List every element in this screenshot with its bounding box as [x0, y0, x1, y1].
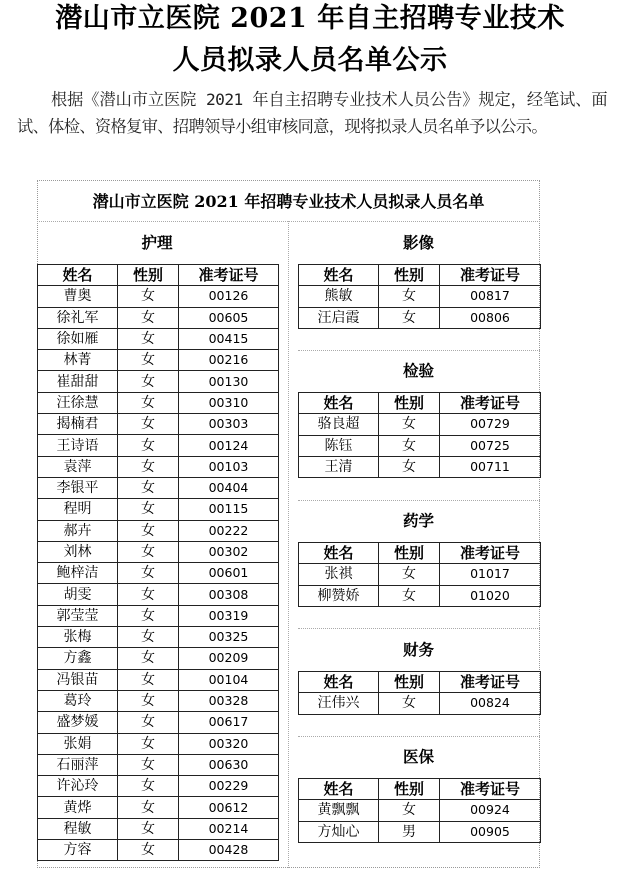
- table-header-row: [299, 265, 541, 286]
- header-id: 准考证号: [440, 779, 541, 800]
- header-id: 准考证号: [440, 393, 541, 414]
- cell-name: 刘林: [38, 541, 118, 562]
- cell-gender: 女: [118, 584, 179, 605]
- cell-gender: 女: [379, 286, 440, 307]
- cell-name: 袁萍: [38, 456, 118, 477]
- header-gender: 性别: [379, 393, 440, 414]
- cell-exam-id: 00601: [179, 563, 279, 584]
- cell-gender: 女: [118, 541, 179, 562]
- cell-name: 程敏: [38, 818, 118, 839]
- cell-gender: 女: [118, 392, 179, 413]
- header-id: 准考证号: [440, 543, 541, 564]
- cell-exam-id: 00302: [179, 541, 279, 562]
- table-row: [38, 563, 279, 584]
- cell-exam-id: 00310: [179, 392, 279, 413]
- cell-name: 曹奥: [38, 286, 118, 307]
- header-gender: 性别: [118, 265, 179, 286]
- cell-name: 方容: [38, 840, 118, 861]
- cell-gender: 女: [118, 477, 179, 498]
- column-divider: [288, 221, 289, 868]
- table-row: [299, 585, 541, 606]
- cell-name: 李银平: [38, 477, 118, 498]
- table-row: [299, 456, 541, 477]
- table-row: [38, 776, 279, 797]
- cell-exam-id: 00209: [179, 648, 279, 669]
- cell-name: 张祺: [299, 564, 379, 585]
- cell-exam-id: 00711: [440, 456, 541, 477]
- table-row: [38, 307, 279, 328]
- divider: [298, 350, 540, 351]
- table-header-row: [299, 779, 541, 800]
- page-title-line-1: 潜山市立医院 2021 年自主招聘专业技术: [55, 3, 565, 34]
- cell-gender: 男: [379, 821, 440, 842]
- cell-name: 郭莹莹: [38, 605, 118, 626]
- cell-exam-id: 00216: [179, 350, 279, 371]
- cell-gender: 女: [118, 754, 179, 775]
- cell-exam-id: 00605: [179, 307, 279, 328]
- cell-gender: 女: [118, 328, 179, 349]
- cell-exam-id: 00328: [179, 690, 279, 711]
- cell-exam-id: 00806: [440, 307, 541, 328]
- section-title-nursing: 护理: [141, 233, 173, 252]
- table-row: [38, 669, 279, 690]
- cell-exam-id: 00404: [179, 477, 279, 498]
- section-title-insurance: 医保: [402, 747, 434, 766]
- table-row: [38, 392, 279, 413]
- cell-name: 方灿心: [299, 821, 379, 842]
- header-name: 姓名: [299, 393, 379, 414]
- cell-exam-id: 00222: [179, 520, 279, 541]
- cell-name: 柳赞娇: [299, 585, 379, 606]
- section-title-imaging: 影像: [402, 233, 434, 252]
- cell-exam-id: 00325: [179, 627, 279, 648]
- cell-gender: 女: [118, 286, 179, 307]
- cell-name: 林菁: [38, 350, 118, 371]
- cell-name: 骆良超: [299, 414, 379, 435]
- cell-name: 王诗语: [38, 435, 118, 456]
- table-row: [38, 818, 279, 839]
- header-id: 准考证号: [440, 672, 541, 693]
- table-row: [38, 797, 279, 818]
- cell-name: 徐礼军: [38, 307, 118, 328]
- table-row: [38, 648, 279, 669]
- table-row: [38, 456, 279, 477]
- header-gender: 性别: [379, 543, 440, 564]
- cell-name: 汪启霞: [299, 307, 379, 328]
- cell-gender: 女: [118, 563, 179, 584]
- table-imaging: [298, 264, 541, 329]
- cell-name: 盛梦媛: [38, 712, 118, 733]
- cell-exam-id: 00103: [179, 456, 279, 477]
- cell-name: 黄飘飘: [299, 800, 379, 821]
- table-row: [38, 840, 279, 861]
- cell-exam-id: 00104: [179, 669, 279, 690]
- cell-name: 张梅: [38, 627, 118, 648]
- cell-name: 崔甜甜: [38, 371, 118, 392]
- cell-exam-id: 01017: [440, 564, 541, 585]
- cell-gender: 女: [118, 307, 179, 328]
- table-pharmacy: [298, 542, 541, 607]
- divider: [298, 500, 540, 501]
- cell-gender: 女: [118, 797, 179, 818]
- list-title: 潜山市立医院 2021 年招聘专业技术人员拟录人员名单: [92, 192, 485, 211]
- cell-gender: 女: [118, 840, 179, 861]
- cell-gender: 女: [118, 776, 179, 797]
- table-row: [38, 520, 279, 541]
- table-row: [38, 754, 279, 775]
- page-title-line-2: 人员拟录人员名单公示: [172, 45, 448, 76]
- cell-exam-id: 00126: [179, 286, 279, 307]
- table-row: [38, 627, 279, 648]
- table-finance: [298, 671, 541, 715]
- cell-name: 张娟: [38, 733, 118, 754]
- header-name: 姓名: [38, 265, 118, 286]
- cell-exam-id: 00308: [179, 584, 279, 605]
- cell-gender: 女: [118, 371, 179, 392]
- cell-exam-id: 00124: [179, 435, 279, 456]
- header-name: 姓名: [299, 779, 379, 800]
- cell-name: 熊敏: [299, 286, 379, 307]
- cell-exam-id: 00320: [179, 733, 279, 754]
- cell-exam-id: 00725: [440, 435, 541, 456]
- table-row: [38, 605, 279, 626]
- cell-exam-id: 00115: [179, 499, 279, 520]
- cell-gender: 女: [379, 307, 440, 328]
- table-row: [299, 307, 541, 328]
- cell-gender: 女: [379, 435, 440, 456]
- cell-name: 程明: [38, 499, 118, 520]
- table-row: [38, 350, 279, 371]
- cell-gender: 女: [118, 712, 179, 733]
- intro-paragraph: 根据《潜山市立医院 2021 年自主招聘专业技术人员公告》规定，经笔试、面试、体检、资格复审、招聘领导小组审核同意，现将拟录人员名单予以公示。: [17, 90, 607, 136]
- table-insurance: [298, 778, 541, 843]
- cell-gender: 女: [118, 350, 179, 371]
- cell-gender: 女: [379, 456, 440, 477]
- divider: [298, 736, 540, 737]
- table-nursing: [37, 264, 279, 861]
- table-row: [299, 414, 541, 435]
- cell-name: 王清: [299, 456, 379, 477]
- section-title-finance: 财务: [402, 640, 434, 659]
- table-row: [38, 690, 279, 711]
- cell-exam-id: 00617: [179, 712, 279, 733]
- cell-name: 石丽萍: [38, 754, 118, 775]
- cell-gender: 女: [379, 585, 440, 606]
- table-row: [38, 371, 279, 392]
- header-id: 准考证号: [179, 265, 279, 286]
- cell-exam-id: 00729: [440, 414, 541, 435]
- cell-gender: 女: [118, 605, 179, 626]
- cell-name: 方鑫: [38, 648, 118, 669]
- table-row: [38, 328, 279, 349]
- table-row: [38, 499, 279, 520]
- cell-exam-id: 00319: [179, 605, 279, 626]
- cell-exam-id: 00130: [179, 371, 279, 392]
- cell-name: 徐如雁: [38, 328, 118, 349]
- table-row: [299, 286, 541, 307]
- cell-exam-id: 00214: [179, 818, 279, 839]
- cell-gender: 女: [118, 435, 179, 456]
- table-row: [38, 286, 279, 307]
- cell-exam-id: 00905: [440, 821, 541, 842]
- table-row: [299, 564, 541, 585]
- table-row: [38, 477, 279, 498]
- header-gender: 性别: [379, 672, 440, 693]
- cell-name: 汪伟兴: [299, 693, 379, 714]
- header-name: 姓名: [299, 672, 379, 693]
- cell-exam-id: 00612: [179, 797, 279, 818]
- cell-gender: 女: [379, 564, 440, 585]
- cell-exam-id: 01020: [440, 585, 541, 606]
- table-row: [299, 435, 541, 456]
- cell-name: 汪徐慧: [38, 392, 118, 413]
- cell-gender: 女: [118, 414, 179, 435]
- table-lab: [298, 392, 541, 478]
- table-row: [38, 733, 279, 754]
- cell-gender: 女: [118, 690, 179, 711]
- header-name: 姓名: [299, 265, 379, 286]
- table-header-row: [38, 265, 279, 286]
- cell-gender: 女: [118, 627, 179, 648]
- header-gender: 性别: [379, 265, 440, 286]
- table-row: [38, 541, 279, 562]
- table-row: [299, 693, 541, 714]
- cell-exam-id: 00229: [179, 776, 279, 797]
- cell-exam-id: 00824: [440, 693, 541, 714]
- cell-name: 郝卉: [38, 520, 118, 541]
- divider: [298, 628, 540, 629]
- table-header-row: [299, 672, 541, 693]
- cell-exam-id: 00415: [179, 328, 279, 349]
- cell-gender: 女: [118, 499, 179, 520]
- table-row: [38, 712, 279, 733]
- section-title-lab: 检验: [402, 361, 434, 380]
- cell-gender: 女: [379, 800, 440, 821]
- cell-gender: 女: [118, 818, 179, 839]
- cell-exam-id: 00303: [179, 414, 279, 435]
- section-title-pharmacy: 药学: [402, 511, 434, 530]
- cell-exam-id: 00428: [179, 840, 279, 861]
- cell-name: 许沁玲: [38, 776, 118, 797]
- cell-name: 揭楠君: [38, 414, 118, 435]
- cell-exam-id: 00630: [179, 754, 279, 775]
- cell-gender: 女: [118, 669, 179, 690]
- table-row: [299, 800, 541, 821]
- cell-gender: 女: [118, 520, 179, 541]
- table-row: [38, 435, 279, 456]
- table-header-row: [299, 543, 541, 564]
- cell-gender: 女: [118, 456, 179, 477]
- cell-gender: 女: [379, 693, 440, 714]
- cell-name: 陈钰: [299, 435, 379, 456]
- header-gender: 性别: [379, 779, 440, 800]
- table-row: [299, 821, 541, 842]
- cell-name: 冯银苗: [38, 669, 118, 690]
- cell-exam-id: 00924: [440, 800, 541, 821]
- table-header-row: [299, 393, 541, 414]
- table-row: [38, 584, 279, 605]
- cell-name: 黄烨: [38, 797, 118, 818]
- cell-gender: 女: [118, 733, 179, 754]
- cell-gender: 女: [118, 648, 179, 669]
- cell-name: 鲍梓洁: [38, 563, 118, 584]
- cell-exam-id: 00817: [440, 286, 541, 307]
- cell-name: 胡雯: [38, 584, 118, 605]
- table-row: [38, 414, 279, 435]
- cell-gender: 女: [379, 414, 440, 435]
- cell-name: 葛玲: [38, 690, 118, 711]
- header-id: 准考证号: [440, 265, 541, 286]
- header-name: 姓名: [299, 543, 379, 564]
